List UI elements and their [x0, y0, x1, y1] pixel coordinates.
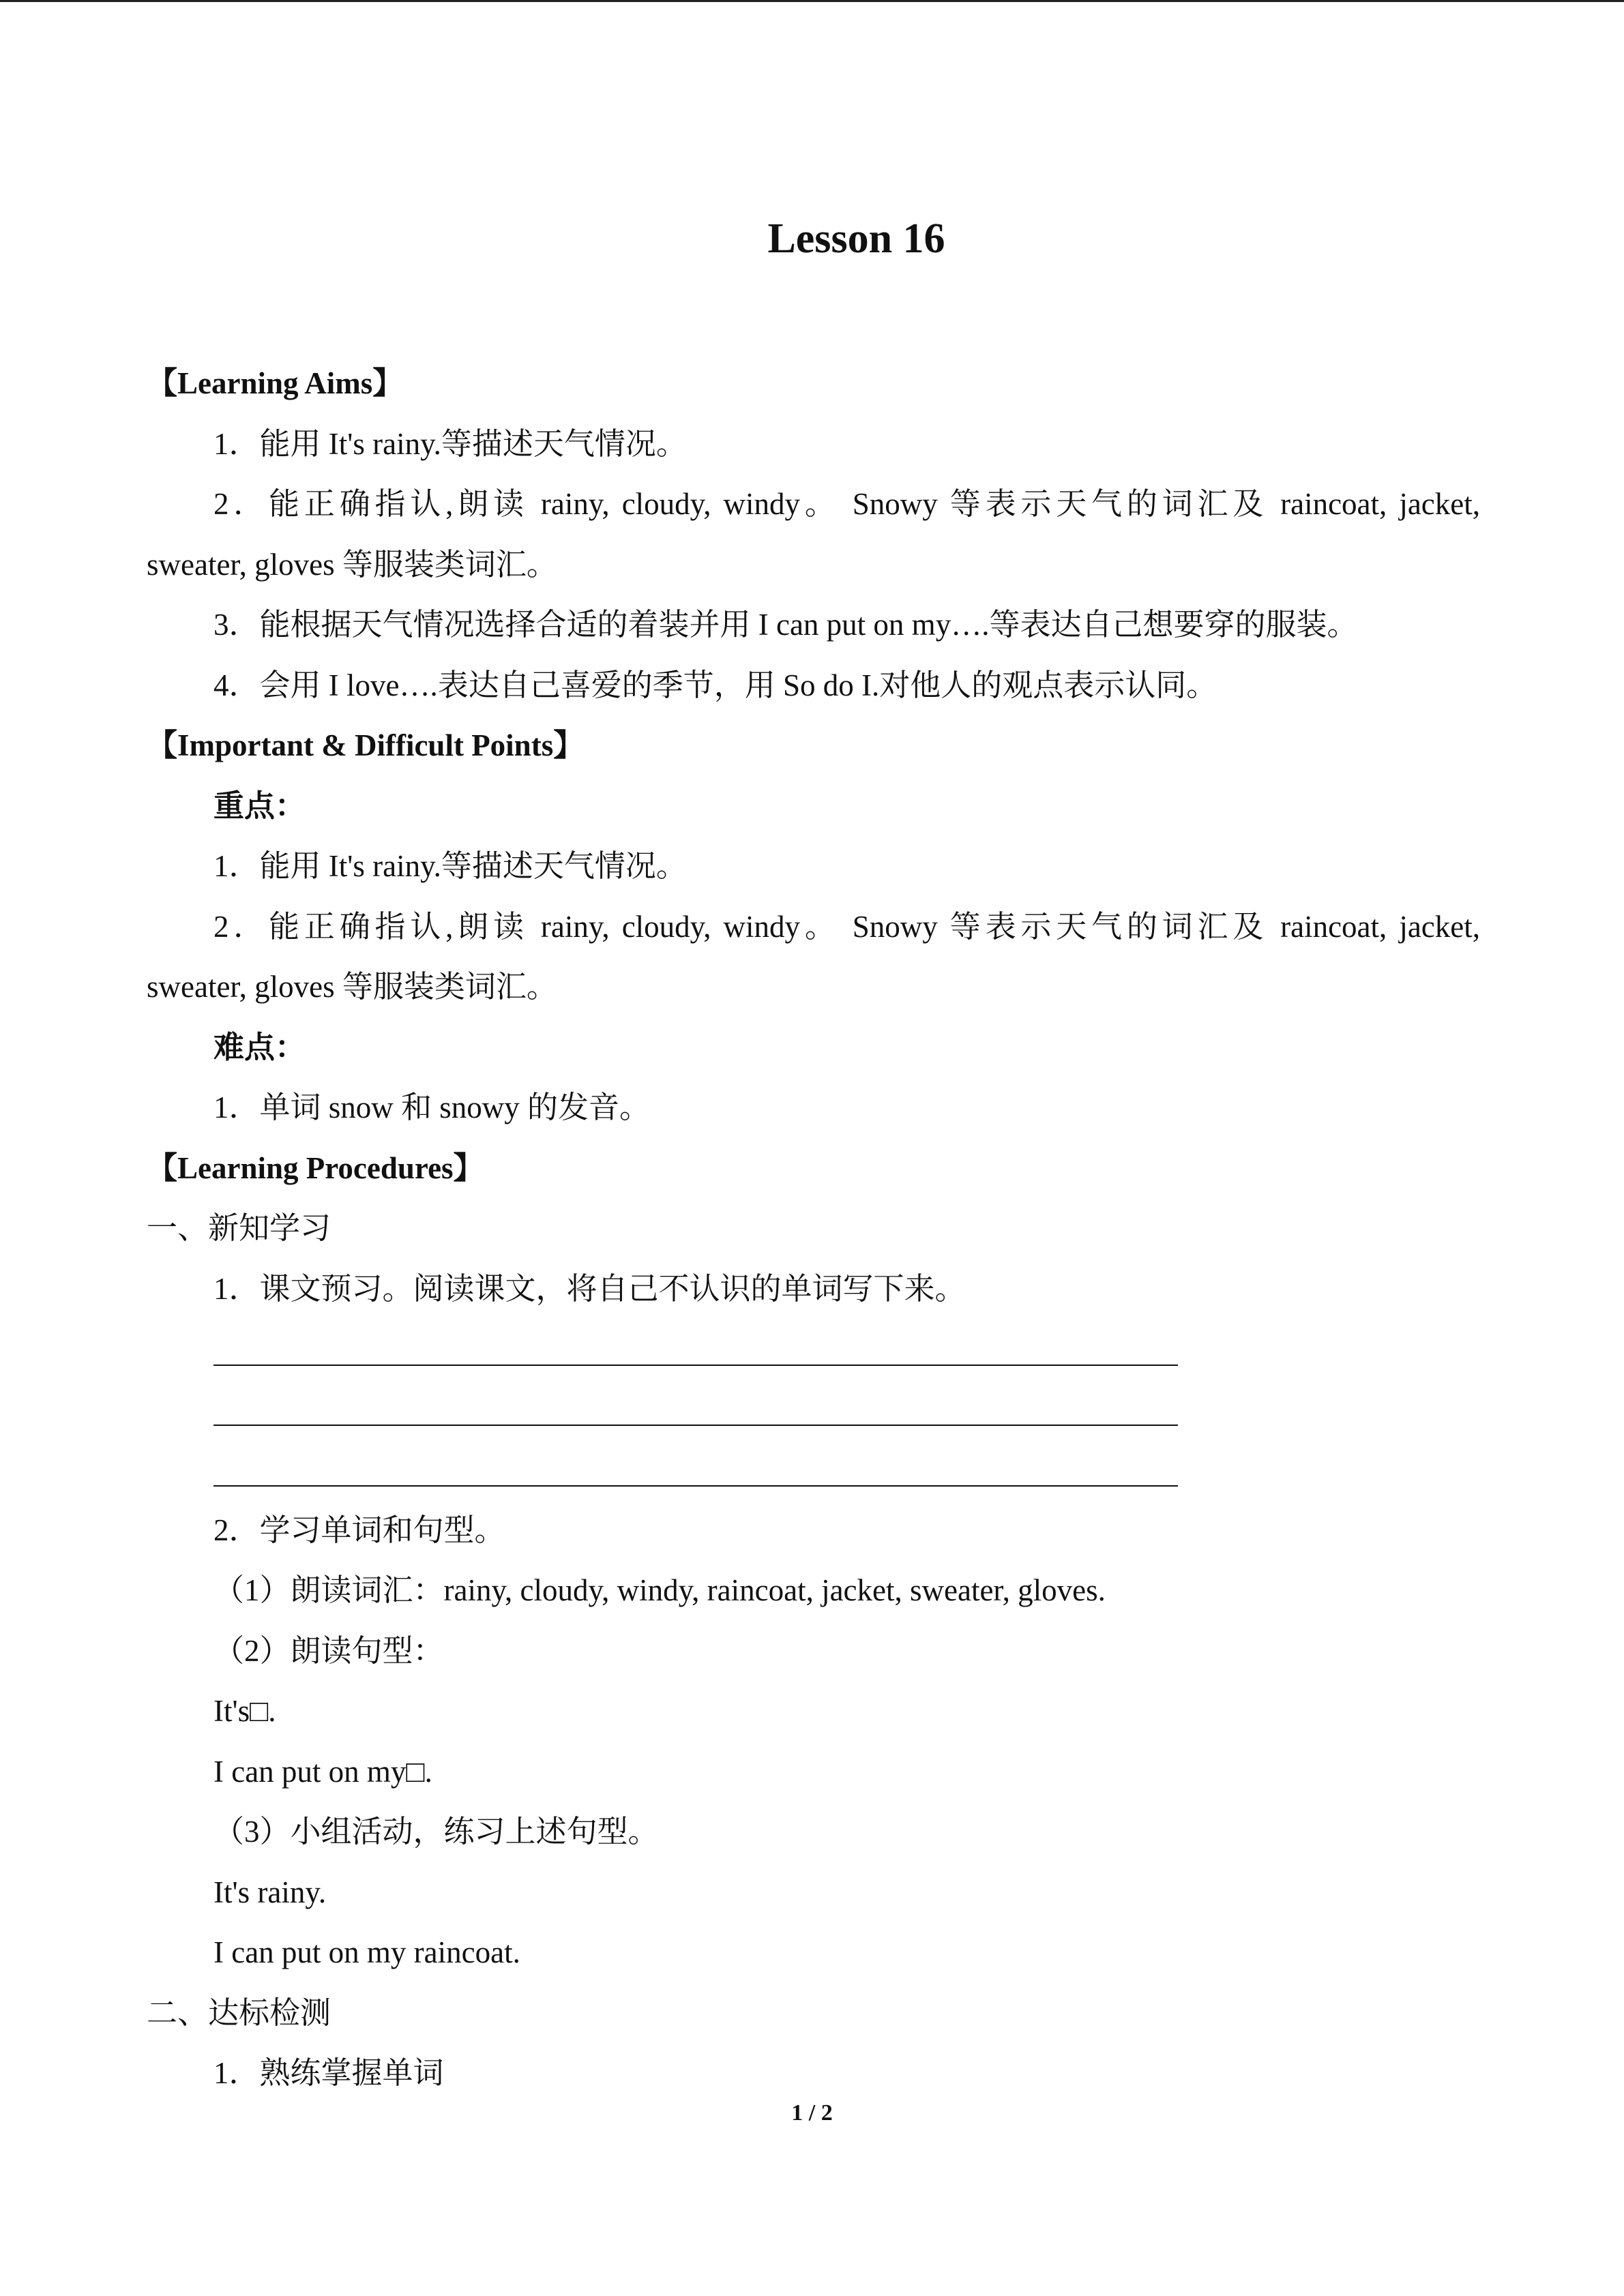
example-sentence-2: I can put on my raincoat.: [213, 1935, 520, 1969]
answer-line-2[interactable]: [213, 1380, 1178, 1440]
key-point-item-1: 1．能用 It's rainy.等描述天气情况。: [213, 849, 687, 883]
key-points-label: 重点：: [213, 788, 306, 823]
part1-title: 一、新知学习: [147, 1211, 331, 1245]
part2-title: 二、达标检测: [147, 1995, 331, 2030]
aim-item-1: 1．能用 It's rainy.等描述天气情况。: [213, 426, 687, 461]
section-heading-procedures: 【Learning Procedures】: [147, 1150, 484, 1185]
section-heading-points: 【Important & Difficult Points】: [147, 728, 585, 762]
sub-item-1: （1）朗读词汇：rainy, cloudy, windy, raincoat, jacket, sweater, gloves.: [213, 1573, 1106, 1607]
aim-item-4: 4．会用 I love….表达自己喜爱的季节，用 So do I.对他人的观点表示认同。: [213, 668, 1217, 702]
part2-item-1: 1．熟练掌握单词: [213, 2056, 444, 2090]
aim-item-3: 3．能根据天气情况选择合适的着装并用 I can put on my….等表达自己想要穿的服装。: [213, 608, 1358, 642]
sentence-pattern-2: I can put on my□.: [213, 1754, 432, 1789]
sub-item-2: （2）朗读句型：: [213, 1633, 444, 1668]
sub-item-3: （3）小组活动，练习上述句型。: [213, 1815, 659, 1849]
example-sentence-1: It's rainy.: [213, 1875, 327, 1909]
aim-item-2: 2．能正确指认,朗读 rainy, cloudy, windy。 Snowy 等表示天气的词汇及 raincoat, jacket,: [213, 487, 1480, 521]
answer-line-1[interactable]: [213, 1319, 1178, 1380]
page-number: 1 / 2: [791, 2100, 833, 2126]
key-point-item-2-continued: sweater, gloves 等服装类词汇。: [147, 970, 557, 1004]
difficult-point-item-1: 1．单词 snow 和 snowy 的发音。: [213, 1090, 651, 1124]
aim-item-2-continued: sweater, gloves 等服装类词汇。: [147, 547, 557, 582]
document-body: [147, 353, 1480, 2104]
difficult-points-label: 难点：: [213, 1030, 306, 1064]
part1-item-1: 1．课文预习。阅读课文，将自己不认识的单词写下来。: [213, 1271, 966, 1306]
part1-item-2: 2．学习单词和句型。: [213, 1512, 505, 1547]
section-heading-aims: 【Learning Aims】: [147, 366, 404, 400]
page-title: Lesson 16: [767, 215, 945, 262]
key-point-item-2: 2．能正确指认,朗读 rainy, cloudy, windy。 Snowy 等表示天气的词汇及 raincoat, jacket,: [213, 909, 1480, 944]
sentence-pattern-1: It's□.: [213, 1694, 276, 1728]
answer-line-3[interactable]: [213, 1440, 1178, 1500]
